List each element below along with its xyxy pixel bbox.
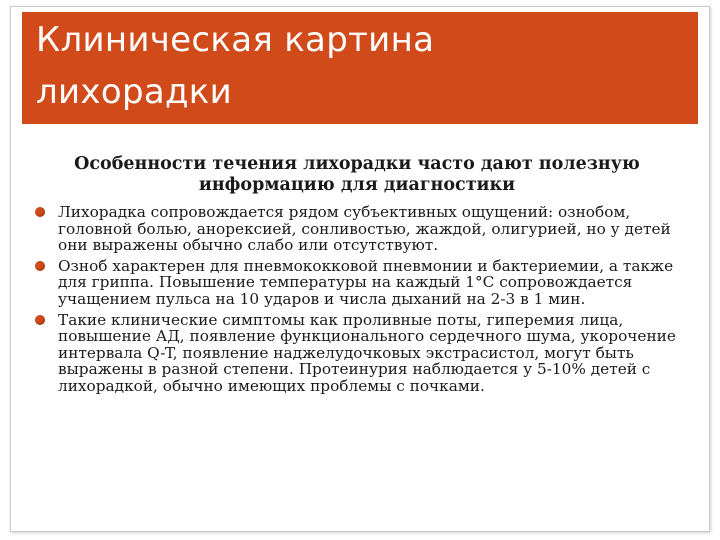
bullet-dot-icon (35, 315, 45, 325)
bullet-list (32, 204, 682, 395)
bullet-dot-icon (35, 207, 45, 217)
bullet-text: Лихорадка сопровождается рядом субъективных ощущений: ознобом, головной болью, анорексией, сонливостью, жаждой, олигурией, но у детей они выражены обычно слабо или отсутствуют. (58, 203, 671, 255)
bullet-item (32, 258, 682, 308)
bullet-dot-icon (35, 261, 45, 271)
bullet-text: Озноб характерен для пневмококковой пневмонии и бактериемии, а также для гриппа. Повышение температуры на каждый 1°С сопровождается учащением пульса на 10 ударов и числа дыханий на 2-3 в 1 мин. (58, 256, 674, 308)
bullet-item (32, 204, 682, 254)
slide-content (32, 154, 682, 399)
slide-title: Клиническая картина лихорадки (36, 20, 435, 112)
bullet-item (32, 312, 682, 395)
slide-subtitle: Особенности течения лихорадки часто дают полезную информацию для диагностики (74, 154, 640, 195)
bullet-text: Такие клинические симптомы как проливные поты, гиперемия лица, повышение АД, появление функционального сердечного шума, укорочение интервала Q-T, появление наджелудочковых экстрасистол, могут быть выражены в разной степени. Протеинурия наблюдается у 5-10% детей с лихорадкой, обычно имеющих проблемы с почками. (58, 310, 676, 395)
title-banner (22, 12, 698, 124)
